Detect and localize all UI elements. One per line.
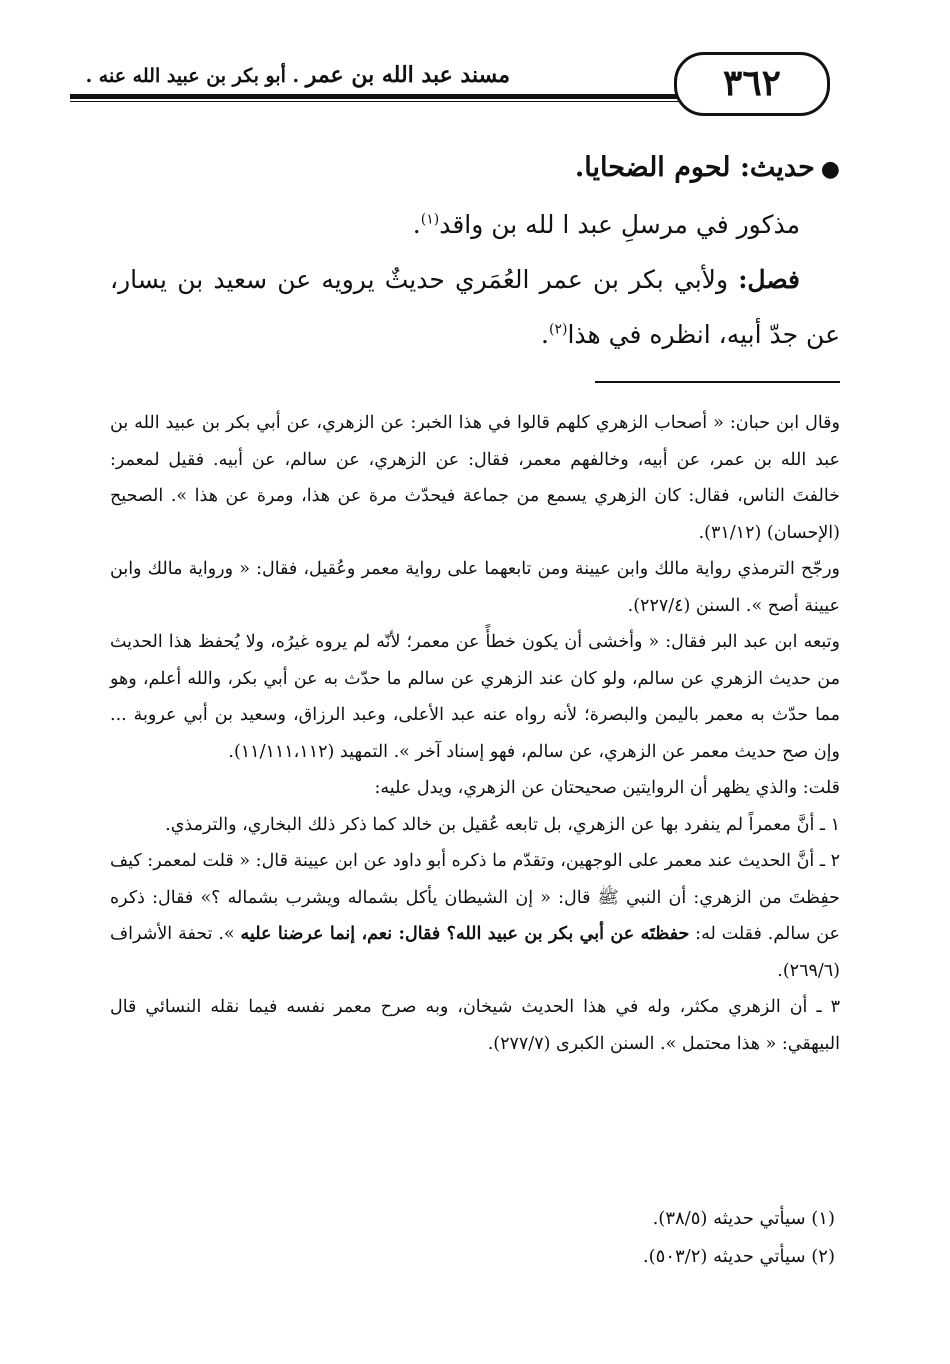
note-paragraph: وقال ابن حبان: « أصحاب الزهري كلهم قالوا في هذا الخبر: عن الزهري، عن أبي بكر بن عبيد الله بن عبد الله بن عمر، عن أبيه، وخالفهم معمر، فقال: عن الزهري، عن سالم، عن أبيه. فقيل لمعمر: خالفتَ الناس، فقال: كان الزهري يسمع من جماعة فيحدّث مرة عن هذا، ومرة عن هذا ». الصحيح (الإحسان) (٣١/١٢). (110, 413, 840, 543)
footnote-separator (595, 381, 840, 383)
running-title-sub: . أبو بكر بن عبيد الله عنه . (85, 65, 306, 87)
main-line-2-text: مذكور في مرسلِ عبد ا لله بن واقد (439, 210, 800, 239)
fasl-label: فصل: (738, 265, 800, 294)
bold-quote: حفظتَه عن أبي بكر بن عبيد الله؟ فقال: نعم، إنما عرضنا عليه (240, 924, 690, 944)
running-title (86, 62, 510, 88)
footnote-2: (٢) سيأتي حديثه (٥٠٣/٢). (642, 1246, 835, 1267)
footnote-ref-2: (٢) (549, 321, 568, 338)
footnote-references (105, 1200, 835, 1276)
note-paragraph: ٢ ـ أنَّ الحديث عند معمر على الوجهين، وتقدّم ما ذكره أبو داود عن ابن عيينة قال: « قلت لمعمر: كيف حفِظتَ من الزهري: أن النبي ﷺ قال: « إن الشيطان يأكل بشماله ويشرب بشماله ؟» فقال: ذكره عن سالم. فقلت له: حفظتَه عن أبي بكر بن عبيد الله؟ فقال: نعم، إنما عرضنا عليه ». تحفة الأشراف (٢٦٩/٦). (110, 851, 840, 981)
main-text (110, 140, 840, 362)
hadith-heading (110, 140, 840, 197)
note-paragraph: ورجّح الترمذي رواية مالك وابن عيينة ومن تابعهما على رواية معمر وعُقيل، فقال: « ورواية مالك وابن عيينة أصح ». السنن (٢٢٧/٤). (110, 559, 840, 616)
note-paragraph: قلت: والذي يظهر أن الروايتين صحيحتان عن الزهري، ويدل عليه: (374, 778, 840, 798)
hadith-title: لحوم الضحايا. (574, 152, 740, 183)
bullet-icon: ● (820, 156, 840, 182)
hadith-label: حديث: (739, 152, 815, 183)
main-line-2: مذكور في مرسلِ عبد ا لله بن واقد$^{(١)}$. (412, 210, 800, 239)
note-paragraph: وتبعه ابن عبد البر فقال: « وأخشى أن يكون خطأً عن معمر؛ لأنّه لم يروه غيرُه، ولا يُحفظ هذا الحديث من حديث الزهري عن سالم، ولو كان عند الزهري عن سالم ما حدّث به عن أبي بكر، والله أعلم، وهو مما حدّث به معمر باليمن والبصرة؛ لأنه رواه عنه عبد الأعلى، وعبد الرزاق، وسعيد بن أبي عروبة ... وإن صح حديث معمر عن الزهري، عن سالم، فهو إسناد آخر ». التمهيد (١١/١١١،١١٢). (110, 632, 840, 762)
note-paragraph: ٣ ـ أن الزهري مكثر، وله في هذا الحديث شيخان، وبه صرح معمر نفسه فيما نقله النسائي قال البيهقي: « هذا محتمل ». السنن الكبرى (٢٧٧/٧). (110, 997, 840, 1054)
fasl-text: ولأبي بكر بن عمر العُمَري حديثٌ يرويه عن سعيد بن يسار، عن جدّ أبيه، انظره في هذا (110, 265, 840, 349)
footnote-ref-1: (١) (420, 211, 440, 228)
page-number: ٣٦٢ (674, 52, 830, 116)
header-rule-thin (70, 101, 770, 102)
footnotes-commentary (110, 405, 840, 1062)
page-header (70, 52, 840, 112)
fasl-paragraph: فصل: ولأبي بكر بن عمر العُمَري حديثٌ يرويه عن سعيد بن يسار، عن جدّ أبيه، انظره في هذا$^{(٢)}$. (110, 265, 840, 349)
footnote-1: (١) سيأتي حديثه (٣٨/٥). (652, 1208, 835, 1229)
running-title-main: مسند عبد الله بن عمر (305, 62, 510, 88)
header-rule (70, 94, 770, 99)
note-paragraph: ١ ـ أنَّ معمراً لم ينفرد بها عن الزهري، بل تابعه عُقيل بن خالد كما ذكر ذلك البخاري، والترمذي. (165, 814, 840, 835)
